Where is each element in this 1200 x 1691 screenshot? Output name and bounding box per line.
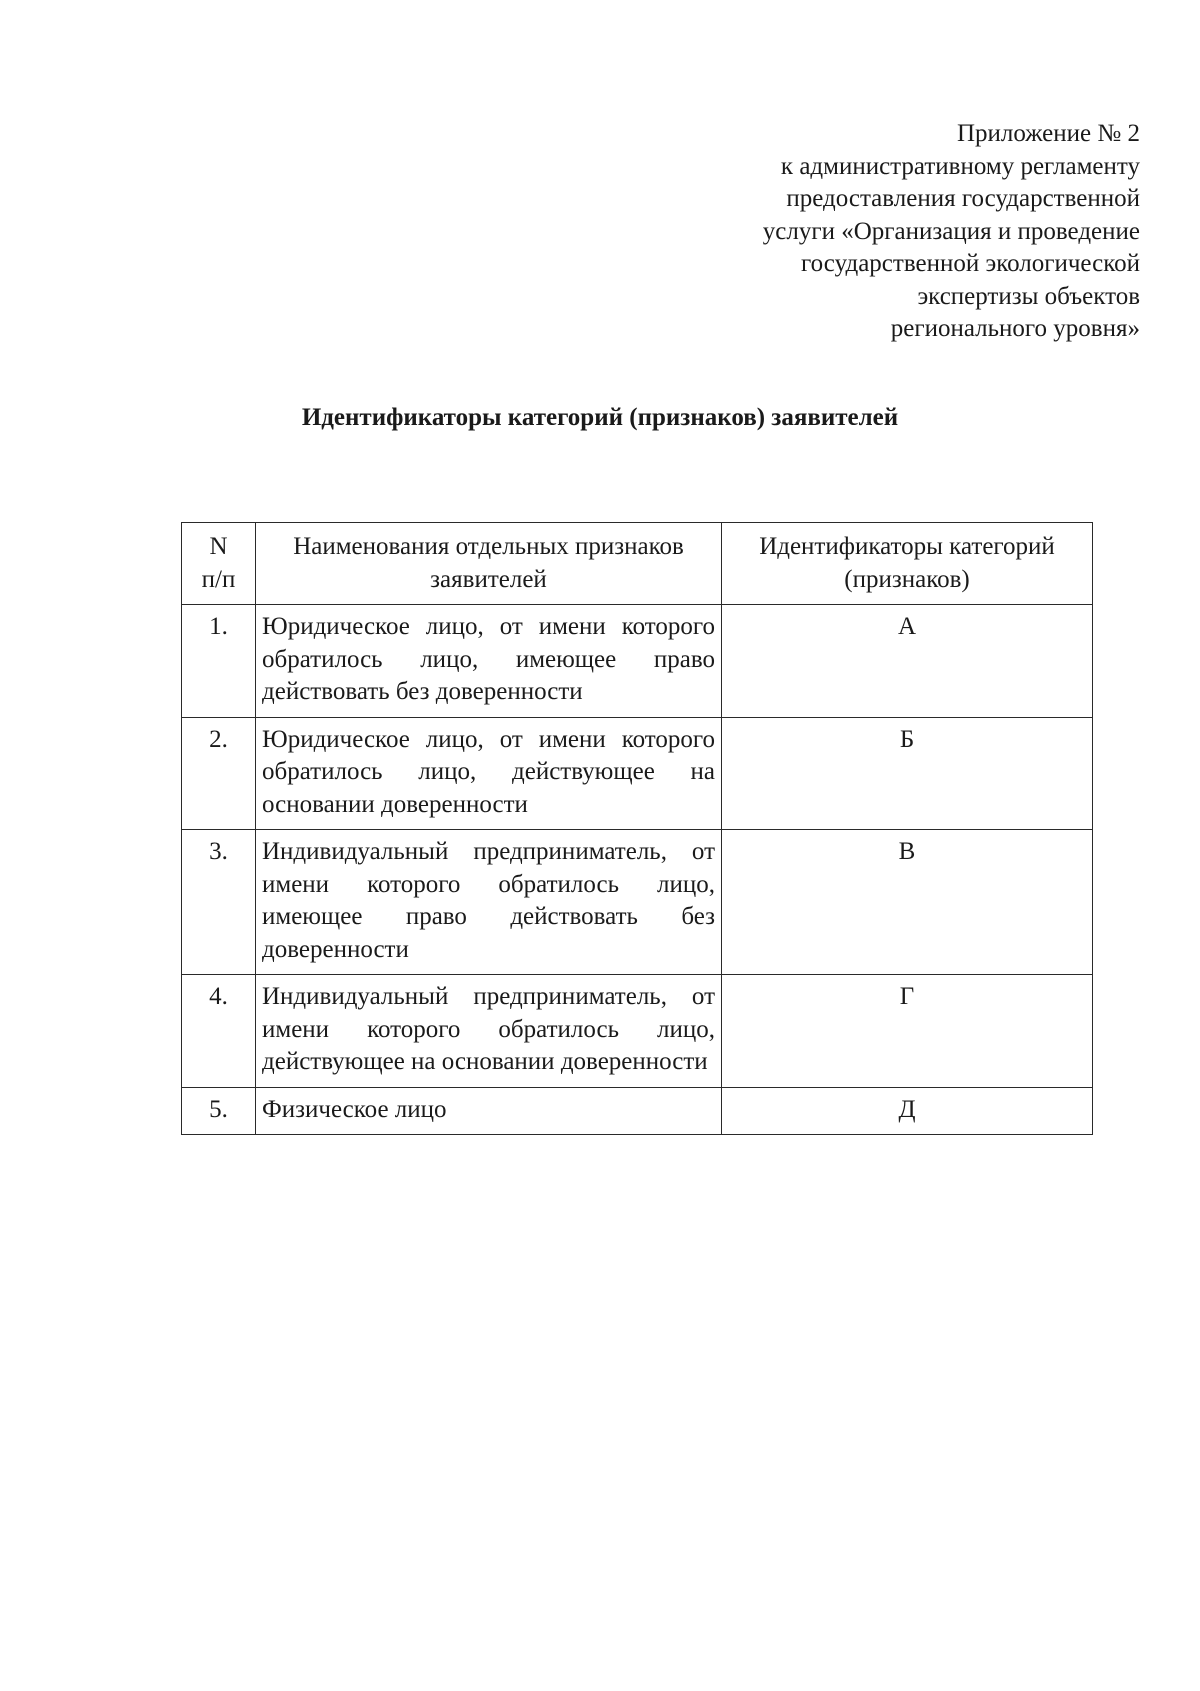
appendix-line: Приложение № 2 bbox=[956, 120, 1140, 147]
header-identifier: Идентификаторы категорий (признаков) bbox=[722, 523, 1093, 605]
row-number: 3. bbox=[182, 830, 256, 975]
row-name: Юридическое лицо, от имени которого обратилось лицо, имеющее право действовать без доверенности bbox=[256, 605, 722, 718]
row-name: Физическое лицо bbox=[256, 1087, 722, 1135]
table-row bbox=[182, 1087, 1093, 1135]
row-number: 4. bbox=[182, 975, 256, 1088]
row-identifier: В bbox=[722, 830, 1093, 975]
appendix-line: услуги «Организация и проведение bbox=[762, 217, 1140, 245]
header-number: N п/п bbox=[182, 523, 256, 605]
row-identifier: Б bbox=[722, 717, 1093, 830]
table-row bbox=[182, 975, 1093, 1088]
table-header-row bbox=[182, 523, 1093, 605]
appendix-line: предоставления государственной bbox=[786, 185, 1140, 212]
table-row bbox=[182, 830, 1093, 975]
applicant-categories-table bbox=[181, 522, 1093, 1135]
table-row bbox=[182, 605, 1093, 718]
row-name: Юридическое лицо, от имени которого обратилось лицо, действующее на основании доверенности bbox=[256, 717, 722, 830]
row-name: Индивидуальный предприниматель, от имени которого обратилось лицо, имеющее право действовать без доверенности bbox=[256, 830, 722, 975]
appendix-line: к административному регламенту bbox=[780, 152, 1140, 180]
row-identifier: Г bbox=[722, 975, 1093, 1088]
row-number: 2. bbox=[182, 717, 256, 830]
row-number: 1. bbox=[182, 605, 256, 718]
table-row bbox=[182, 717, 1093, 830]
header-name: Наименования отдельных признаков заявителей bbox=[256, 523, 722, 605]
document-title: Идентификаторы категорий (признаков) заявителей bbox=[301, 404, 899, 431]
appendix-header bbox=[540, 118, 1140, 346]
appendix-line: экспертизы объектов bbox=[917, 282, 1140, 310]
appendix-line: государственной экологической bbox=[801, 250, 1140, 277]
row-identifier: Д bbox=[722, 1087, 1093, 1135]
appendix-line: регионального уровня» bbox=[890, 315, 1140, 342]
row-number: 5. bbox=[182, 1087, 256, 1135]
row-name: Индивидуальный предприниматель, от имени которого обратилось лицо, действующее на основании доверенности bbox=[256, 975, 722, 1088]
row-identifier: А bbox=[722, 605, 1093, 718]
